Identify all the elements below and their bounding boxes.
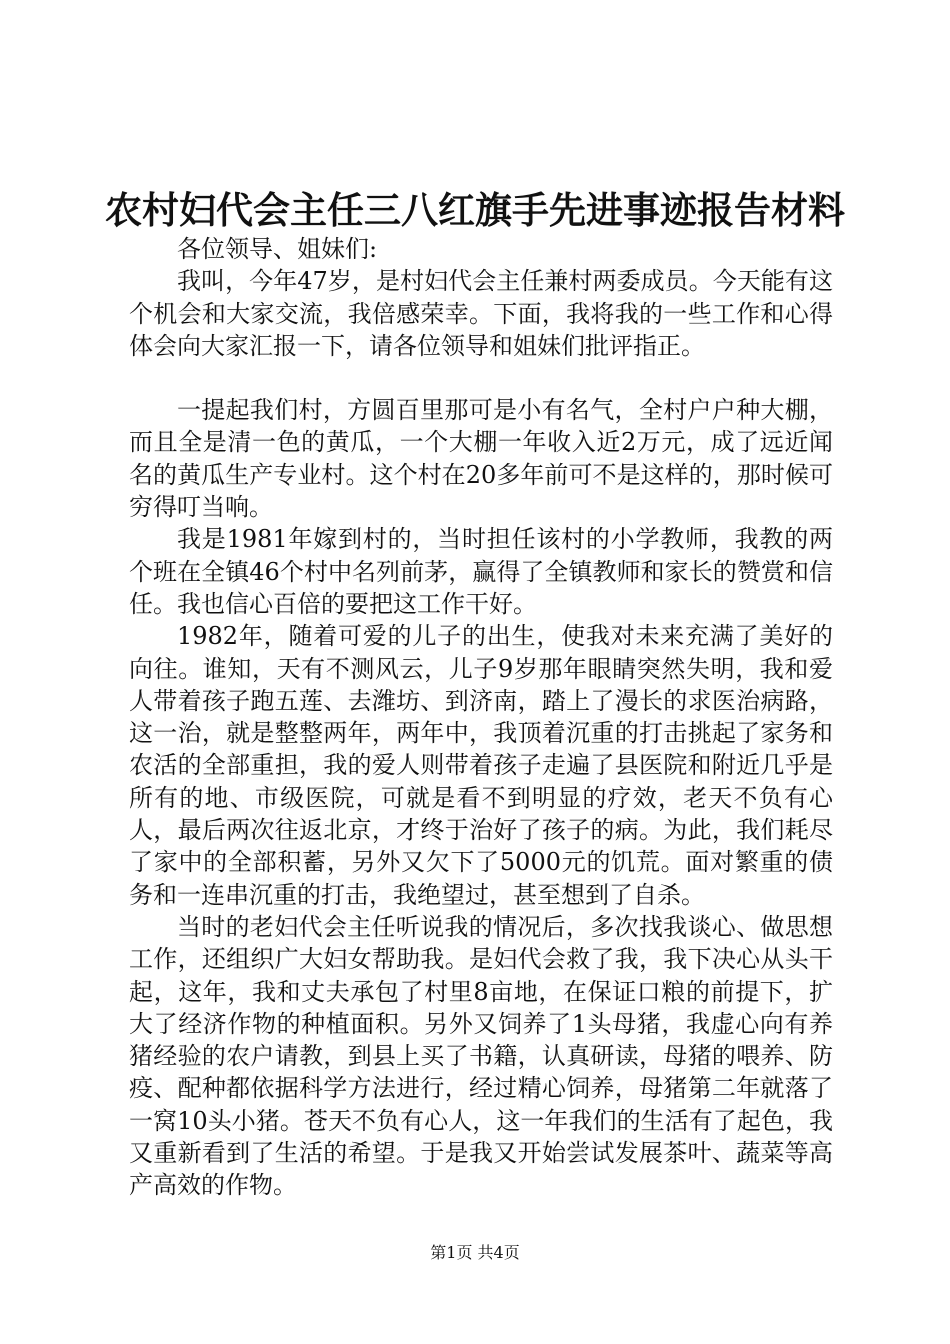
- paragraph-greeting: 各位领导、姐妹们:: [177, 235, 378, 263]
- page-footer: 第1页 共4页: [430, 1243, 520, 1262]
- paragraph-introduction: 我叫，今年47岁，是村妇代会主任兼村两委成员。今天能有这个机会和大家交流，我倍感荣幸。下面，我将我的一些工作和心得体会向大家汇报一下，请各位领导和姐妹们批评指正。: [129, 267, 833, 360]
- paragraph-recovery: 当时的老妇代会主任听说我的情况后，多次找我谈心、做思想工作，还组织广大妇女帮助我。是妇代会救了我，我下决心从头干起，这年，我和丈夫承包了村里8亩地，在保证口粮的前提下，扩大了经济作物的种植面积。另外又饲养了1头母猪，我虚心向有养猪经验的农户请教，到县上买了书籍，认真研读，母猪的喂养、防疫、配种都依据科学方法进行，经过精心饲养，母猪第二年就落了一窝10头小猪。苍天不负有心人，这一年我们的生活有了起色，我又重新看到了生活的希望。于是我又开始尝试发展茶叶、蔬菜等高产高效的作物。: [129, 912, 833, 1200]
- paragraph-village: 一提起我们村，方圆百里那可是小有名气，全村户户种大棚，而且全是清一色的黄瓜，一个大棚一年收入近2万元，成了远近闻名的黄瓜生产专业村。这个村在20多年前可不是这样的，那时候可穷得叮当响。: [129, 396, 833, 522]
- document-title: 农村妇代会主任三八红旗手先进事迹报告材料: [105, 188, 845, 232]
- paragraph-hardship: 1982年，随着可爱的儿子的出生，使我对未来充满了美好的向往。谁知，天有不测风云，儿子9岁那年眼睛突然失明，我和爱人带着孩子跑五莲、去潍坊、到济南，踏上了漫长的求医治病路，这一治，就是整整两年，两年中，我顶着沉重的打击挑起了家务和农活的全部重担，我的爱人则带着孩子走遍了县医院和附近几乎是所有的地、市级医院，可就是看不到明显的疗效，老天不负有心人，最后两次往返北京，才终于治好了孩子的病。为此，我们耗尽了家中的全部积蓄，另外又欠下了5000元的饥荒。面对繁重的债务和一连串沉重的打击，我绝望过，甚至想到了自杀。: [129, 622, 833, 909]
- document-body: [129, 233, 833, 1202]
- paragraph-teacher: 我是1981年嫁到村的，当时担任该村的小学教师，我教的两个班在全镇46个村中名列前茅，赢得了全镇教师和家长的赞赏和信任。我也信心百倍的要把这工作干好。: [129, 525, 833, 618]
